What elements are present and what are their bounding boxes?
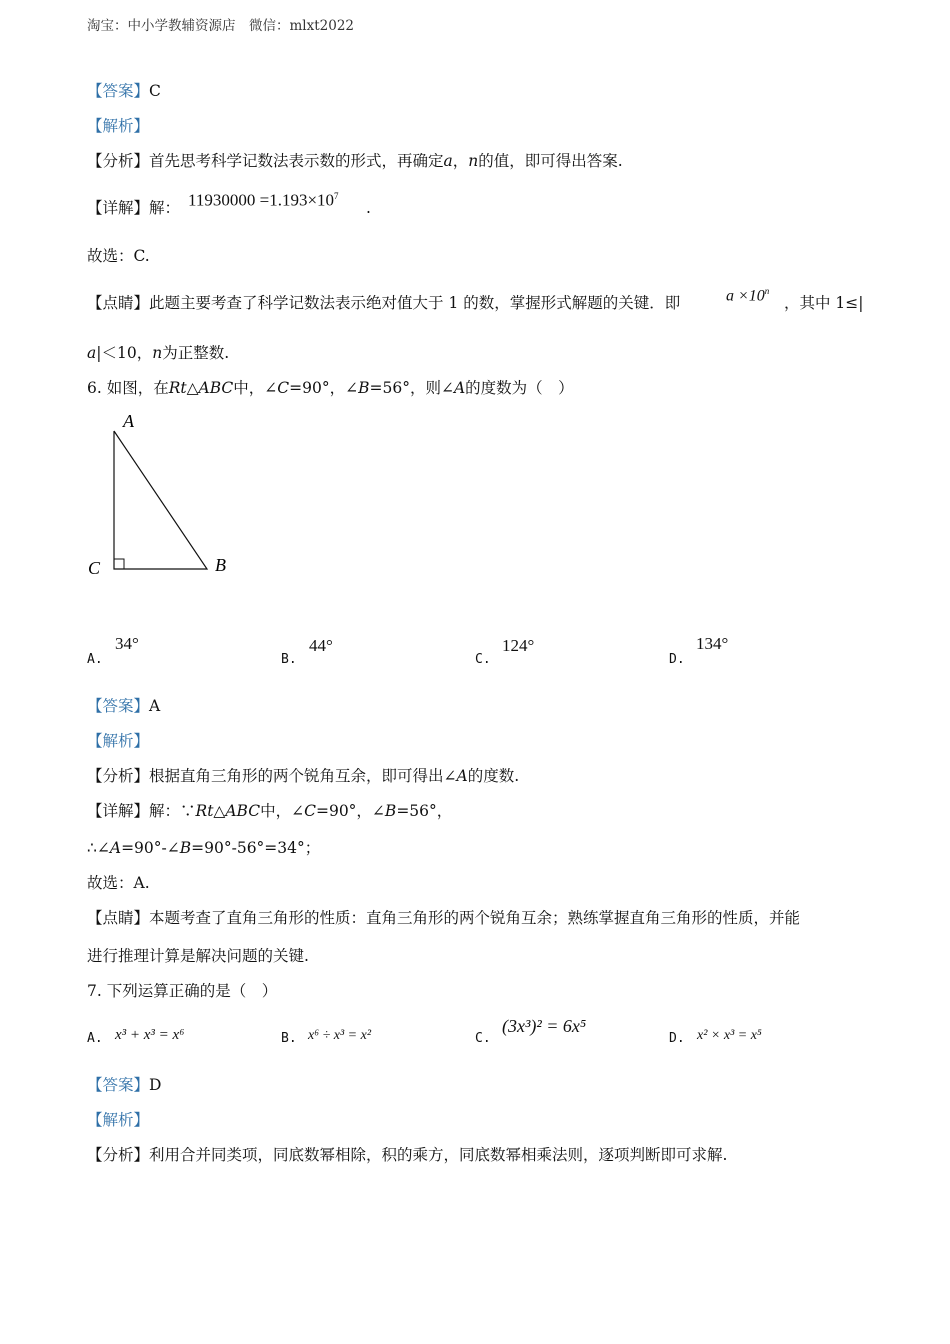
q6-option-b-letter: B. <box>281 652 297 667</box>
dianjing-tag: 【点睛】 <box>87 294 150 312</box>
stem-text: 中，∠ <box>233 379 278 397</box>
q7-option-a-letter: A. <box>87 1031 103 1046</box>
q7-stem: 7. 下列运算正确的是（ ） <box>87 982 278 1000</box>
analysis-tag-q5: 【解析】 <box>87 117 150 135</box>
xiangjie-tag: 【详解】 <box>87 802 150 820</box>
stem-triangle: Rt△ABC <box>168 379 234 397</box>
triangle-abc <box>114 431 207 569</box>
dianjing-line2-q6: 进行推理计算是解决问题的关键. <box>87 947 309 965</box>
var-a: A <box>456 767 468 785</box>
dianjing-formula-exp: n <box>764 286 770 296</box>
comma: ， <box>452 152 469 170</box>
q7-option-b-expr: x⁶ ÷ x³ = x² <box>308 1028 372 1043</box>
fenxi-tag: 【分析】 <box>87 152 150 170</box>
answer-tag: 【答案】 <box>87 82 150 100</box>
dianjing-text: 此题主要考查了科学记数法表示绝对值大于 1 的数，掌握形式解题的关键．即 <box>149 294 681 312</box>
analysis-tag-q7: 【解析】 <box>87 1111 150 1129</box>
answer-line-q7 <box>87 1075 161 1095</box>
var-a: a <box>87 344 97 362</box>
xiangjie-line-q6 <box>87 801 452 821</box>
formula-period: . <box>366 199 371 217</box>
xiangjie-text: 解：∵ <box>149 802 196 820</box>
right-angle-mark <box>114 559 124 569</box>
xiangjie-prefix: 解： <box>149 199 181 217</box>
fenxi-text: 利用合并同类项，同底数幂相除，积的乘方，同底数幂相乘法则，逐项判断即可求解. <box>149 1146 728 1164</box>
vertex-label-b: B <box>215 555 226 575</box>
fenxi-text-end: 的值，即可得出答案. <box>478 152 623 170</box>
dianjing-text-b: ，其中 1≤| <box>784 294 864 312</box>
q6-option-a-letter: A. <box>87 652 103 667</box>
choose-q6: 故选：A. <box>87 874 150 892</box>
fenxi-text-end: 的度数. <box>467 767 520 785</box>
var-a: A <box>109 839 122 857</box>
formula-exp: 7 <box>334 191 339 201</box>
answer-tag: 【答案】 <box>87 697 150 715</box>
therefore-line-q6 <box>87 838 320 858</box>
q7-option-a-expr: x³ + x³ = x⁶ <box>115 1027 185 1043</box>
therefore-text: =90°-∠ <box>121 839 180 857</box>
fenxi-line-q7 <box>87 1145 727 1165</box>
dianjing-text: 本题考查了直角三角形的性质：直角三角形的两个锐角互余；熟练掌握直角三角形的性质，并能 <box>149 909 801 927</box>
q7-option-d-letter: D. <box>669 1031 685 1046</box>
therefore-text-end: =90°-56°=34°； <box>191 839 321 857</box>
fenxi-text: 首先思考科学记数法表示数的形式，再确定 <box>149 152 444 170</box>
q7-option-c-expr: (3x³)² = 6x⁵ <box>502 1016 587 1036</box>
fenxi-text: 根据直角三角形的两个锐角互余，即可得出∠ <box>149 767 457 785</box>
answer-line-q5 <box>87 81 161 101</box>
var-c: C <box>304 802 316 820</box>
triangle-figure <box>80 405 280 585</box>
stem-text: =56°，则∠ <box>369 379 454 397</box>
dianjing-line1-q6 <box>87 908 800 928</box>
dianjing-tag: 【点睛】 <box>87 909 150 927</box>
stem-text-end: 的度数为（ ） <box>465 379 574 397</box>
xiangjie-text: 中，∠ <box>260 802 305 820</box>
vertex-label-c: C <box>88 558 101 578</box>
var-b: B <box>358 379 370 397</box>
triangle-name: Rt△ABC <box>195 802 261 820</box>
stem-prefix: 6. 如图，在 <box>87 379 169 397</box>
dianjing-line2-q5 <box>87 343 229 363</box>
fenxi-tag: 【分析】 <box>87 767 150 785</box>
fenxi-line-q5 <box>87 151 623 171</box>
answer-value: A <box>149 697 161 715</box>
var-a: A <box>453 379 466 397</box>
var-c: C <box>277 379 290 397</box>
formula-sci <box>188 186 339 211</box>
therefore-symbol: ∴∠ <box>87 839 110 857</box>
dianjing-line-q5 <box>87 293 680 313</box>
q6-option-d-letter: D. <box>669 652 685 667</box>
xiangjie-line-q5 <box>87 198 180 218</box>
q6-stem <box>87 378 574 398</box>
stem-text: =90°，∠ <box>289 379 359 397</box>
vertex-label-a: A <box>123 411 134 431</box>
var-b: B <box>179 839 192 857</box>
answer-line-q6 <box>87 696 160 716</box>
choose-q5: 故选：C. <box>87 247 150 265</box>
page-header: 淘宝：中小学教辅资源店 微信：mlxt2022 <box>87 18 355 34</box>
q7-option-c-letter: C. <box>475 1031 491 1046</box>
q7-option-b-letter: B. <box>281 1031 297 1046</box>
answer-value: C <box>149 82 161 100</box>
dianjing-formula-main: a ×10 <box>726 287 765 305</box>
dianjing-formula <box>726 281 769 306</box>
fenxi-line-q6 <box>87 766 519 786</box>
q6-option-d-value: 134° <box>696 634 729 653</box>
answer-value: D <box>149 1076 162 1094</box>
xiangjie-text-end: =56°， <box>396 802 453 820</box>
formula-main: 11930000 =1.193×10 <box>188 190 335 210</box>
dianjing-text-c: |＜10， <box>96 344 153 362</box>
var-n: n <box>468 152 479 170</box>
dianjing-text-d: 为正整数. <box>162 344 230 362</box>
analysis-tag-q6: 【解析】 <box>87 732 150 750</box>
var-a: a <box>443 152 453 170</box>
q6-option-c-value: 124° <box>502 636 535 655</box>
q6-option-b-value: 44° <box>309 636 333 655</box>
q6-option-c-letter: C. <box>475 652 491 667</box>
xiangjie-text: =90°，∠ <box>315 802 385 820</box>
var-b: B <box>384 802 397 820</box>
fenxi-tag: 【分析】 <box>87 1146 150 1164</box>
q6-option-a-value: 34° <box>115 634 139 653</box>
q7-option-d-expr: x² × x³ = x⁵ <box>697 1028 762 1043</box>
var-n: n <box>152 344 163 362</box>
answer-tag: 【答案】 <box>87 1076 150 1094</box>
xiangjie-tag: 【详解】 <box>87 199 150 217</box>
